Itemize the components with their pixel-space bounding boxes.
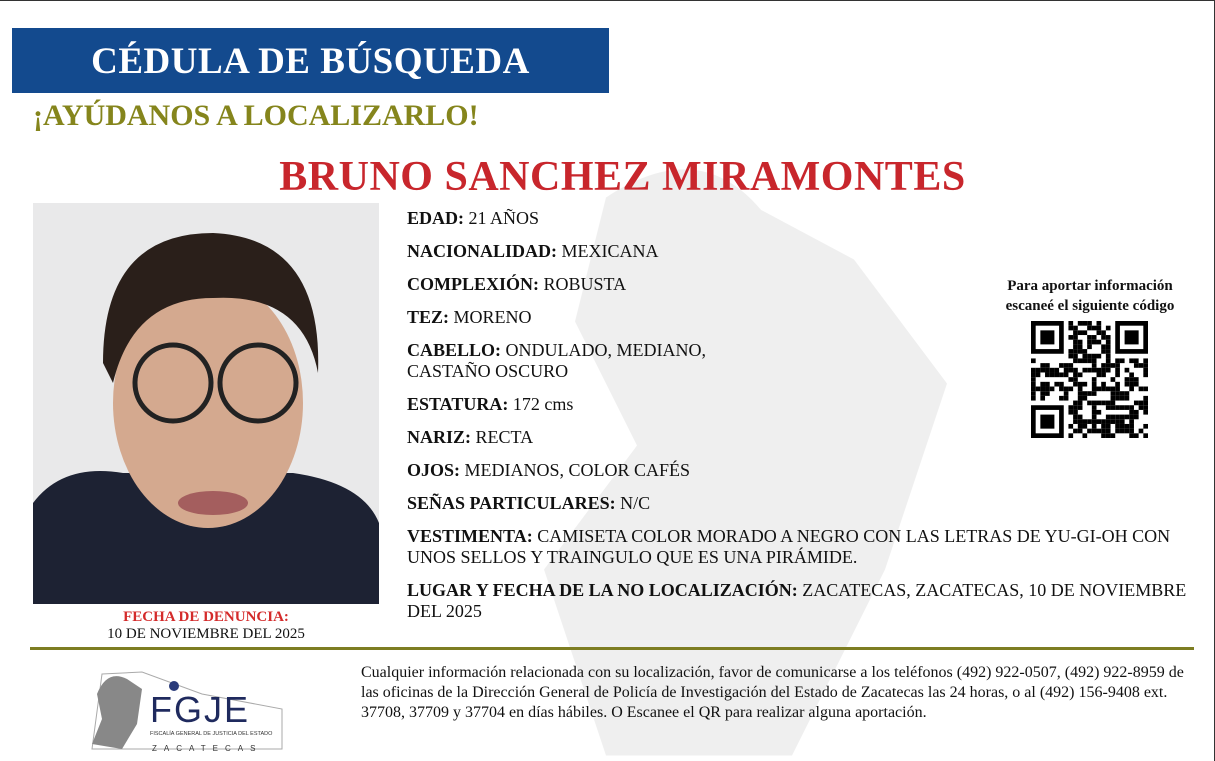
divider: [30, 647, 1194, 650]
qr-instructions: [985, 276, 1195, 316]
field-value: MEXICANA: [561, 241, 659, 261]
person-photo: [33, 203, 379, 604]
field-value: RECTA: [475, 427, 534, 447]
page-title: CÉDULA DE BÚSQUEDA: [12, 28, 609, 93]
field-value: MEDIANOS, COLOR CAFÉS: [464, 460, 691, 480]
field-3: [407, 307, 967, 328]
field-label: VESTIMENTA:: [407, 526, 533, 546]
field-2: [407, 274, 967, 295]
qr-text-line2: escaneé el siguiente código: [1005, 298, 1175, 314]
svg-text:FISCALÍA GENERAL DE JUSTICIA D: FISCALÍA GENERAL DE JUSTICIA DEL ESTADO: [150, 731, 273, 737]
field-value: ROBUSTA: [543, 274, 627, 294]
field-value: 172 cms: [512, 394, 574, 414]
person-name: BRUNO SANCHEZ MIRAMONTES: [279, 154, 966, 200]
fgje-logo: [82, 664, 292, 754]
field-label: OJOS:: [407, 460, 461, 480]
field-0: [407, 208, 967, 229]
footer-contact-text: Cualquier información relacionada con su localización, favor de comunicarse a los teléfonos (492) 922-0507, (492) 922-8959 de las oficinas de la Dirección General de Policía de Investigación del Estado de Zacatecas las 24 horas, o al (492) 156-9408 ext. 37708, 37709 y 37704 en días hábiles. O Escanee el QR para realizar alguna aportación.: [361, 664, 1184, 721]
field-1: [407, 241, 967, 262]
field-label: ESTATURA:: [407, 394, 509, 414]
field-value: MORENO: [453, 307, 532, 327]
field-4: [407, 340, 967, 382]
complaint-date-block: [33, 609, 379, 643]
svg-text:ZACATECAS: ZACATECAS: [152, 744, 263, 753]
field-value-cont: CASTAÑO OSCURO: [407, 361, 569, 381]
field-6: [407, 427, 967, 448]
field-label: NACIONALIDAD:: [407, 241, 558, 261]
field-value: ONDULADO, MEDIANO,: [505, 340, 707, 360]
qr-text-line1: Para aportar información: [1007, 278, 1173, 294]
field-9: [407, 526, 1202, 568]
svg-text:FGJE: FGJE: [150, 689, 251, 730]
field-label: COMPLEXIÓN:: [407, 274, 539, 294]
field-value: N/C: [620, 493, 651, 513]
field-7: [407, 460, 967, 481]
field-label: CABELLO:: [407, 340, 502, 360]
complaint-date: 10 DE NOVIEMBRE DEL 2025: [107, 626, 305, 642]
field-10: [407, 580, 1202, 622]
field-label: TEZ:: [407, 307, 450, 327]
qr-code[interactable]: [1031, 321, 1148, 438]
field-label: SEÑAS PARTICULARES:: [407, 493, 616, 513]
complaint-date-label: FECHA DE DENUNCIA:: [123, 609, 289, 625]
field-label: NARIZ:: [407, 427, 472, 447]
field-8: [407, 493, 967, 514]
subtitle: ¡AYÚDANOS A LOCALIZARLO!: [33, 99, 479, 132]
field-value: ZACATECAS, ZACATECAS, 10 DE NOVIEMBRE DEL 2025: [407, 580, 1187, 621]
field-label: EDAD:: [407, 208, 464, 228]
field-label: LUGAR Y FECHA DE LA NO LOCALIZACIÓN:: [407, 580, 798, 600]
field-5: [407, 394, 967, 415]
field-value: 21 AÑOS: [468, 208, 540, 228]
field-value: CAMISETA COLOR MORADO A NEGRO CON LAS LETRAS DE YU-GI-OH CON UNOS SELLOS Y TRAINGULO QUE ES UNA PIRÁMIDE.: [407, 526, 1171, 567]
